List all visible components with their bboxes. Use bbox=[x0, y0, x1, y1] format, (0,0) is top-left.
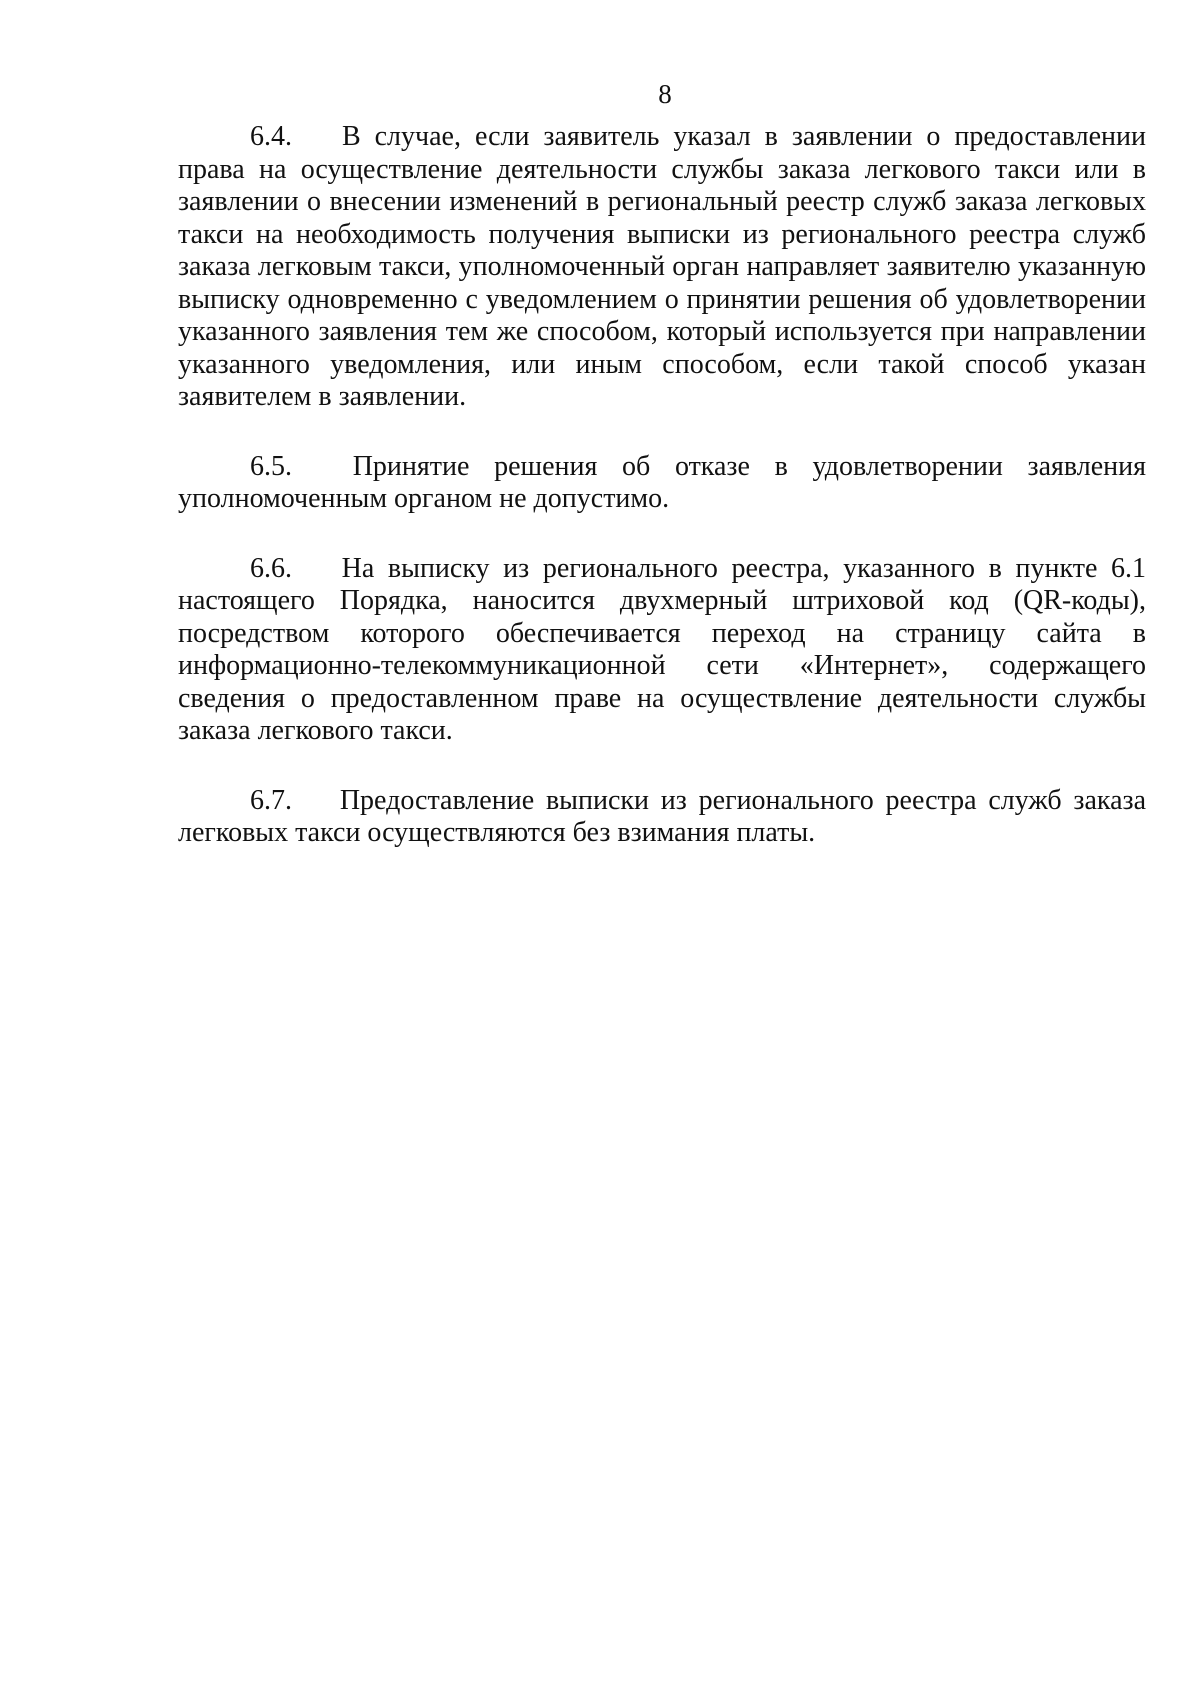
page-number: 8 bbox=[658, 79, 672, 109]
paragraph-number: 6.6. bbox=[250, 552, 292, 584]
paragraph-text: Предоставление выписки из регионального реестра служб заказа легковых такси осуществляются без взимания платы. bbox=[178, 784, 1147, 848]
document-body bbox=[178, 121, 1146, 887]
paragraph-number: 6.7. bbox=[250, 784, 292, 816]
paragraph-text: В случае, если заявитель указал в заявлении о предоставлении права на осуществление деятельности службы заказа легкового такси или в заявлении о внесении изменений в региональный реестр служб заказа легковых такси на необходимость получения выписки из регионального реестра служб заказа легковым такси, уполномоченный орган направляет заявителю указанную выписку одновременно с уведомлением о принятии решения об удовлетворении указанного заявления тем же способом, который используется при направлении указанного уведомления, или иным способом, если такой способ указан заявителем в заявлении. bbox=[178, 121, 1147, 412]
paragraph-text: Принятие решения об отказе в удовлетворении заявления уполномоченным органом не допустимо. bbox=[178, 450, 1147, 514]
paragraph-number: 6.4. bbox=[250, 121, 292, 152]
paragraph-number: 6.5. bbox=[250, 450, 292, 482]
paragraph-6-5 bbox=[178, 451, 1146, 516]
paragraph-6-7 bbox=[178, 785, 1146, 850]
paragraph-text: На выписку из регионального реестра, указанного в пункте 6.1 настоящего Порядка, наносится двухмерный штриховой код (QR-коды), посредством которого обеспечивается переход на страницу сайта в информационно-телекоммуникационной сети «Интернет», содержащего сведения о предоставленном праве на осуществление деятельности службы заказа легкового такси. bbox=[178, 552, 1147, 746]
paragraph-6-6 bbox=[178, 553, 1146, 748]
paragraph-6-4 bbox=[178, 121, 1146, 414]
